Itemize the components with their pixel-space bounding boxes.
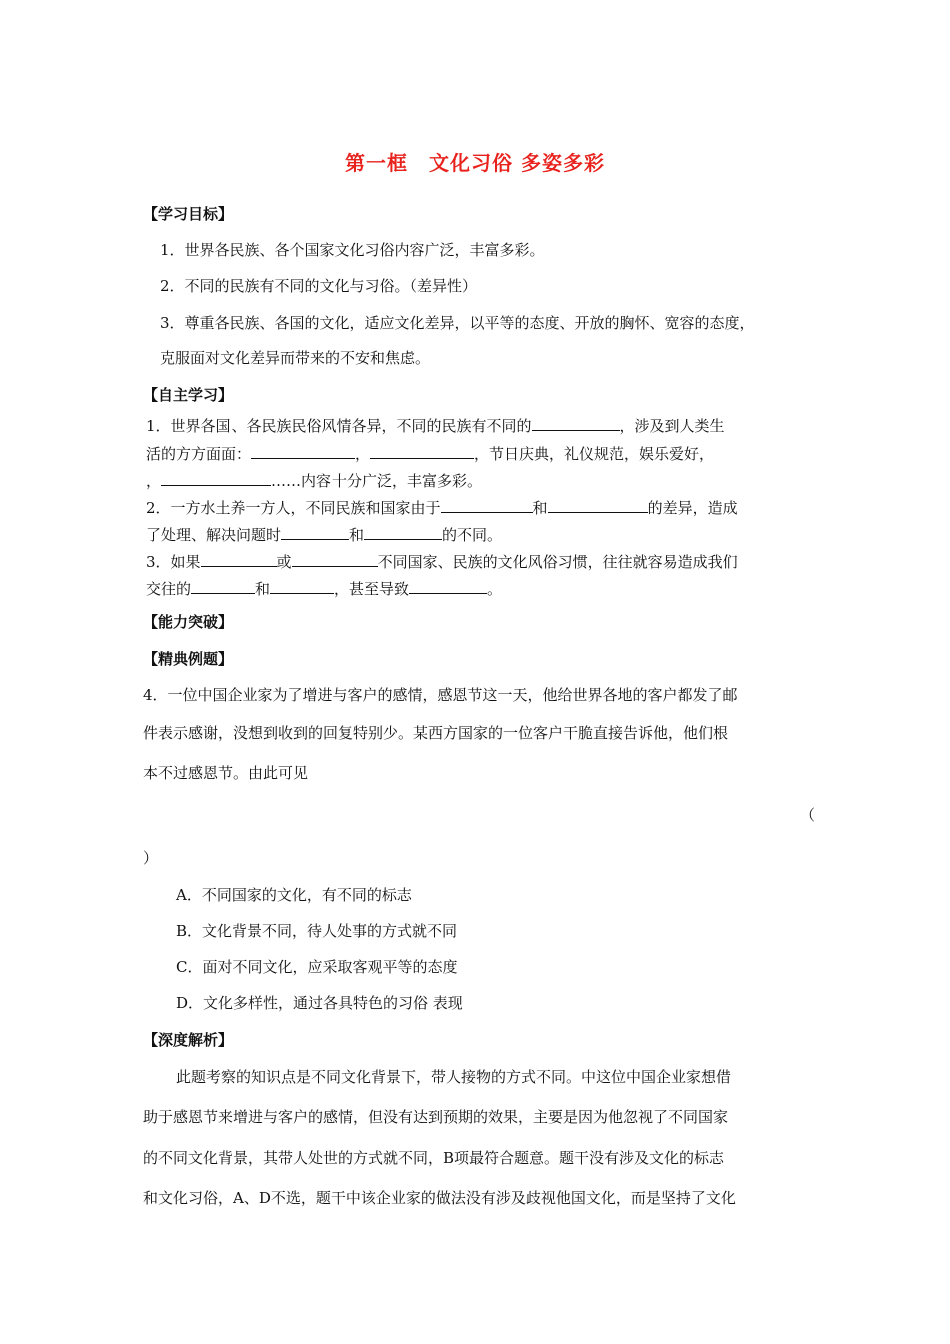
analysis-line-1: 此题考察的知识点是不同文化背景下，带人接物的方式不同。中这位中国企业家想借 [176,1068,732,1086]
goal-item-2: 2．不同的民族有不同的文化与习俗。（差异性） [160,277,478,295]
blank-1[interactable] [532,429,620,431]
option-a: A．不同国家的文化，有不同的标志 [176,886,412,904]
analysis-line-3: 的不同文化背景，其带人处世的方式就不同，B项最符合题意。题干没有涉及文化的标志 [143,1149,725,1167]
section-heading-learning-goals: 【学习目标】 [143,205,234,223]
goal-item-1: 1．世界各民族、各个国家文化习俗内容广泛，丰富多彩。 [160,241,545,259]
blank-11[interactable] [191,592,255,594]
answer-paren-close: ） [143,849,159,867]
blank-10[interactable] [292,565,378,567]
fill-line-7: 交往的 和 ，甚至导致 。 [146,580,503,598]
question-line-2: 件表示感谢，没想到收到的回复特别少。某西方国家的一位客户干脆直接告诉他，他们根 [143,724,729,742]
goal-item-3-cont: 克服面对文化差异而带来的不安和焦虑。 [160,349,431,367]
section-heading-example: 【精典例题】 [143,650,234,668]
fill-line-2: 活的方方面面： ， ，节日庆典，礼仪规范，娱乐爱好， [146,445,715,463]
fill-line-4: 2．一方水土养一方人，不同民族和国家由于 和 的差异，造成 [146,499,738,517]
blank-3[interactable] [370,457,474,459]
page-title: 第一框 文化习俗 多姿多彩 [345,151,605,175]
fill-line-1: 1．世界各国.、各民族民俗风情各异，不同的民族有不同的 ，涉及到人类生 [146,417,725,435]
option-d: D．文化多样性，通过各具特色的习俗 表现 [176,994,463,1012]
option-c: C．面对不同文化，应采取客观平等的态度 [176,958,458,976]
option-b: B．文化背景不同，待人处事的方式就不同 [176,922,458,940]
answer-paren-open: （ [800,806,816,824]
blank-4[interactable] [161,484,271,486]
goal-item-3: 3．尊重各民族、各国的文化，适应文化差异，以平等的态度、开放的胸怀、宽容的态度， [160,314,755,332]
section-heading-self-study: 【自主学习】 [143,386,234,404]
blank-12[interactable] [270,592,334,594]
question-line-3: 本不过感恩节。由此可见 [143,764,309,782]
stray-mark: . [230,428,232,432]
blank-8[interactable] [364,538,442,540]
fill-line-3: ， ……内容.十分广泛，丰富多彩。 [146,472,483,490]
question-line-1: 4．一位中国企业家为了增进与客户的感情，感恩节这一天，他给世界各地的客户都发了邮 [143,686,738,704]
analysis-line-4: 和文化习俗，A、D不选，题干中该企业家的做法没有涉及歧视他国文化，而是坚持了文化 [143,1189,736,1207]
blank-9[interactable] [201,565,277,567]
blank-6[interactable] [548,511,648,513]
analysis-line-2: 助于感恩节来增进与客户的感情，但没有达到预期的效果，主要是因为他忽视了不同国家 [143,1108,729,1126]
blank-2[interactable] [251,457,355,459]
blank-13[interactable] [409,592,487,594]
blank-5[interactable] [441,511,533,513]
section-heading-ability: 【能力突破】 [143,613,234,631]
stray-mark: . [331,483,332,487]
blank-7[interactable] [281,538,349,540]
section-heading-analysis: 【深度解析】 [143,1031,234,1049]
fill-line-5: 了处理、解决问题时 和 的不同。 [146,526,503,544]
fill-line-6: 3．如果 或 不同国家、民族的文化风俗习惯，往往就容易造成我们 [146,553,738,571]
